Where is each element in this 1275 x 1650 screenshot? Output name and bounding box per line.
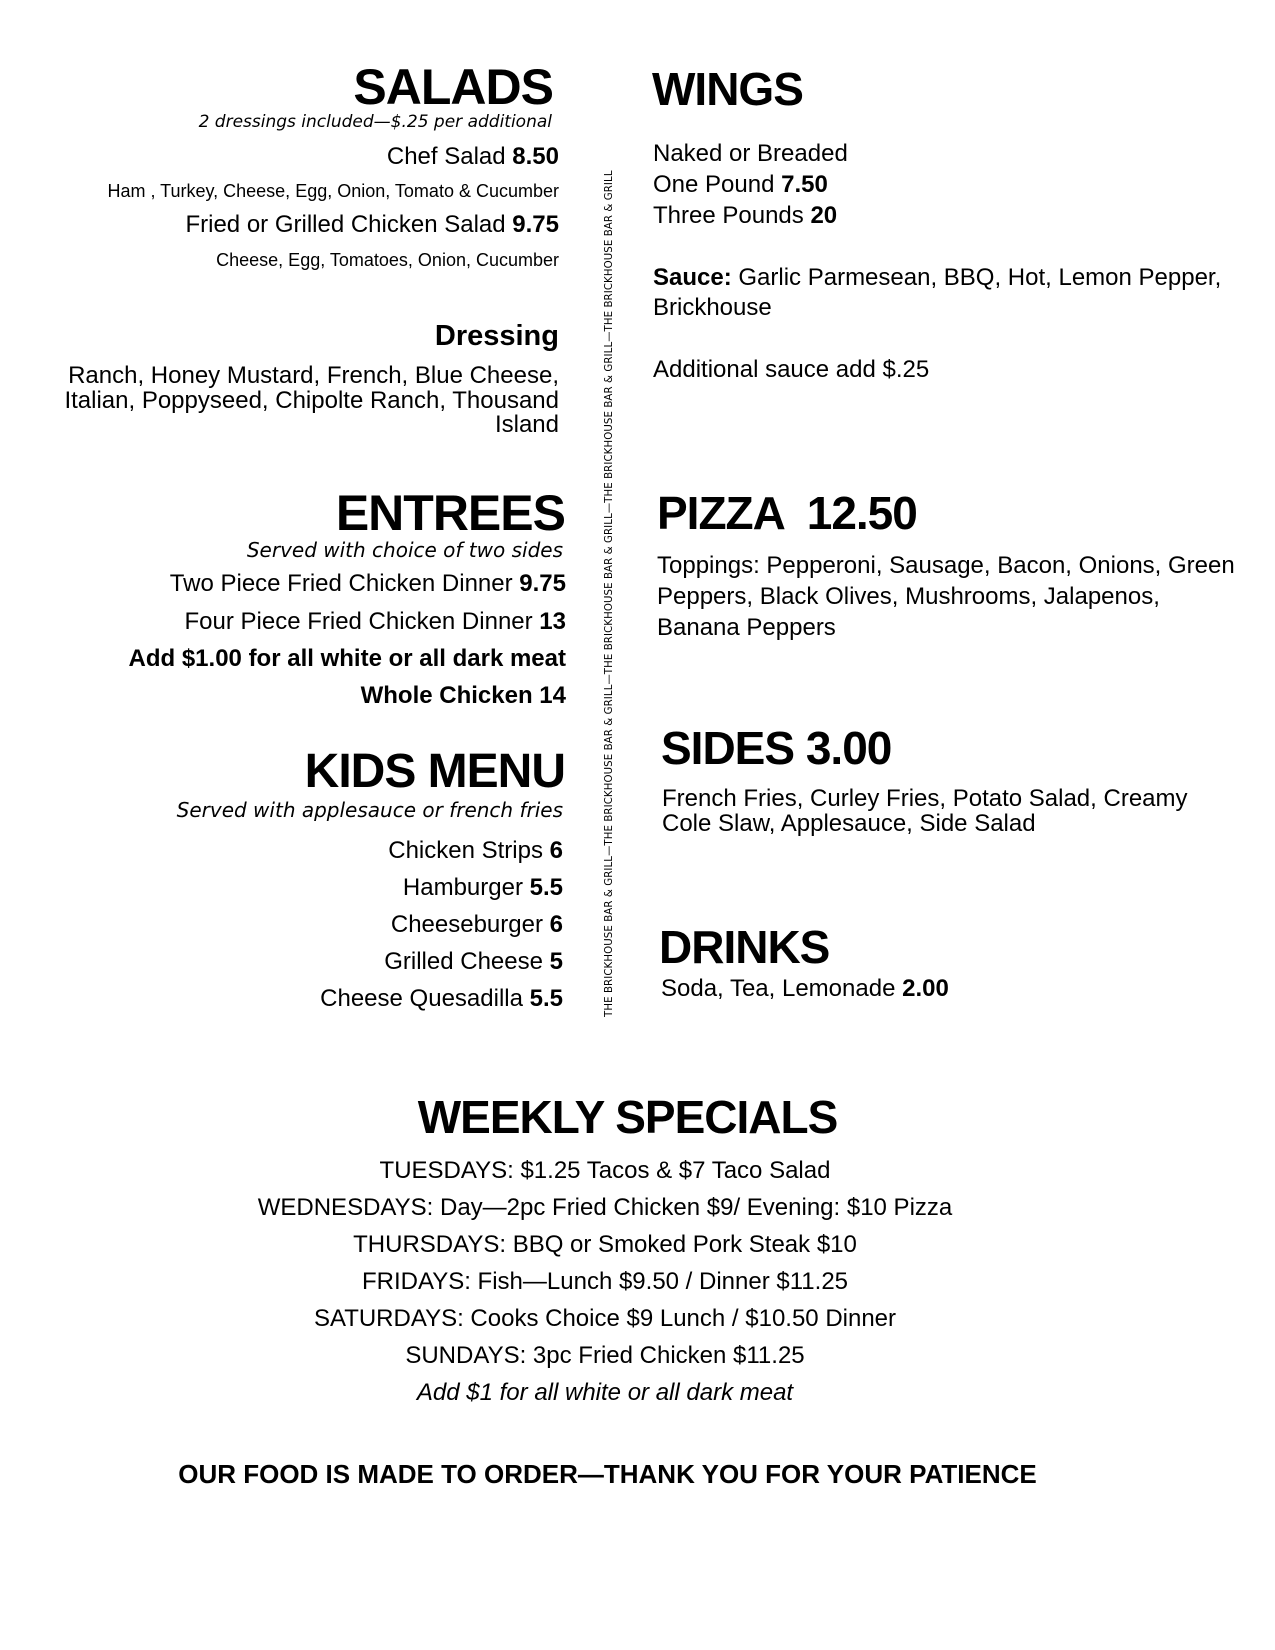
sides-line: French Fries, Curley Fries, Potato Salad, Creamy xyxy=(662,785,1188,812)
special-line: TUESDAYS: $1.25 Tacos & $7 Taco Salad xyxy=(379,1157,831,1184)
footer-note: OUR FOOD IS MADE TO ORDER—THANK YOU FOR YOUR PATIENCE xyxy=(178,1459,1037,1489)
wings-line: One Pound 7.50 xyxy=(653,171,828,199)
wings-extra: Additional sauce add $.25 xyxy=(653,356,930,383)
salads-title: SALADS xyxy=(353,59,553,115)
kids-item: Chicken Strips 6 xyxy=(388,837,563,864)
sauce-text: Garlic Parmesean, BBQ, Hot, Lemon Pepper, xyxy=(738,264,1222,291)
drinks-line: Soda, Tea, Lemonade 2.00 xyxy=(661,975,949,1002)
sauce-label: Sauce: xyxy=(653,264,732,291)
entree-item: Four Piece Fried Chicken Dinner 13 xyxy=(184,608,566,635)
sauce-text: Brickhouse xyxy=(653,294,772,321)
kids-item: Grilled Cheese 5 xyxy=(384,948,563,975)
kids-note: Served with applesauce or french fries xyxy=(176,798,563,822)
salad-item-price: 9.75 xyxy=(512,211,559,238)
dressing-title: Dressing xyxy=(434,320,559,352)
special-line: SUNDAYS: 3pc Fried Chicken $11.25 xyxy=(405,1342,805,1369)
wings-title: WINGS xyxy=(652,63,803,115)
special-line: THURSDAYS: BBQ or Smoked Pork Steak $10 xyxy=(353,1231,857,1258)
salad-item-chef xyxy=(387,145,559,169)
drinks-title: DRINKS xyxy=(659,921,830,973)
dressing-line: Island xyxy=(494,411,559,439)
dressing-list xyxy=(64,364,559,438)
dressing-line: Italian, Poppyseed, Chipolte Ranch, Thousand xyxy=(64,386,559,414)
salad-item-name: Chef Salad xyxy=(386,143,506,170)
salad-item-chicken xyxy=(185,213,559,237)
pizza-line: Toppings: Pepperoni, Sausage, Bacon, Onions, Green xyxy=(657,552,1235,579)
specials-title: WEEKLY SPECIALS xyxy=(417,1091,838,1143)
wings-sauce xyxy=(653,263,1221,323)
kids-list xyxy=(320,832,563,1017)
special-line: SATURDAYS: Cooks Choice $9 Lunch / $10.50 Dinner xyxy=(313,1305,897,1332)
wings-list xyxy=(653,138,848,232)
kids-item: Hamburger 5.5 xyxy=(402,874,563,901)
kids-title: KIDS MENU xyxy=(304,745,565,798)
special-line: FRIDAYS: Fish—Lunch $9.50 / Dinner $11.25 xyxy=(361,1268,849,1295)
dressing-line: Ranch, Honey Mustard, French, Blue Cheese, xyxy=(68,362,559,389)
sides-list xyxy=(662,787,1188,836)
pizza-toppings xyxy=(657,550,1235,643)
vertical-divider-text: THE BRICKHOUSE BAR & GRILL—THE BRICKHOUSE BAR & GRILL—THE BRICKHOUSE BAR & GRILL—THE BRICKHOUSE BAR & GRILL—THE BRICKHOUSE BAR & GRILL xyxy=(604,170,615,1017)
wings-line: Three Pounds 20 xyxy=(653,202,838,230)
entrees-note: Served with choice of two sides xyxy=(246,538,563,562)
entree-whole-chicken: Whole Chicken 14 xyxy=(360,682,566,709)
pizza-line: Peppers, Black Olives, Mushrooms, Jalapenos, xyxy=(657,583,1160,610)
entree-addon: Add $1.00 for all white or all dark meat xyxy=(128,645,566,672)
entree-item: Two Piece Fried Chicken Dinner 9.75 xyxy=(169,570,566,597)
salads-section xyxy=(118,59,558,115)
kids-item: Cheeseburger 6 xyxy=(390,911,563,938)
sides-title: SIDES 3.00 xyxy=(661,722,892,774)
kids-item: Cheese Quesadilla 5.5 xyxy=(320,985,563,1012)
salad-item-price: 8.50 xyxy=(512,143,559,170)
specials-list xyxy=(0,1152,1210,1411)
pizza-line: Banana Peppers xyxy=(657,614,836,641)
entrees-title: ENTREES xyxy=(335,485,565,541)
wings-line: Naked or Breaded xyxy=(653,140,848,167)
salad-item-desc: Cheese, Egg, Tomatoes, Onion, Cucumber xyxy=(216,250,559,270)
pizza-title: PIZZA 12.50 xyxy=(657,487,917,539)
special-line: WEDNESDAYS: Day—2pc Fried Chicken $9/ Evening: $10 Pizza xyxy=(257,1194,953,1221)
sides-line: Cole Slaw, Applesauce, Side Salad xyxy=(662,809,1036,837)
special-note: Add $1 for all white or all dark meat xyxy=(416,1379,794,1406)
salads-note: 2 dressings included—$.25 per additional xyxy=(198,112,552,132)
salad-item-name: Fried or Grilled Chicken Salad xyxy=(185,211,506,238)
salad-item-desc: Ham , Turkey, Cheese, Egg, Onion, Tomato & Cucumber xyxy=(107,181,559,201)
